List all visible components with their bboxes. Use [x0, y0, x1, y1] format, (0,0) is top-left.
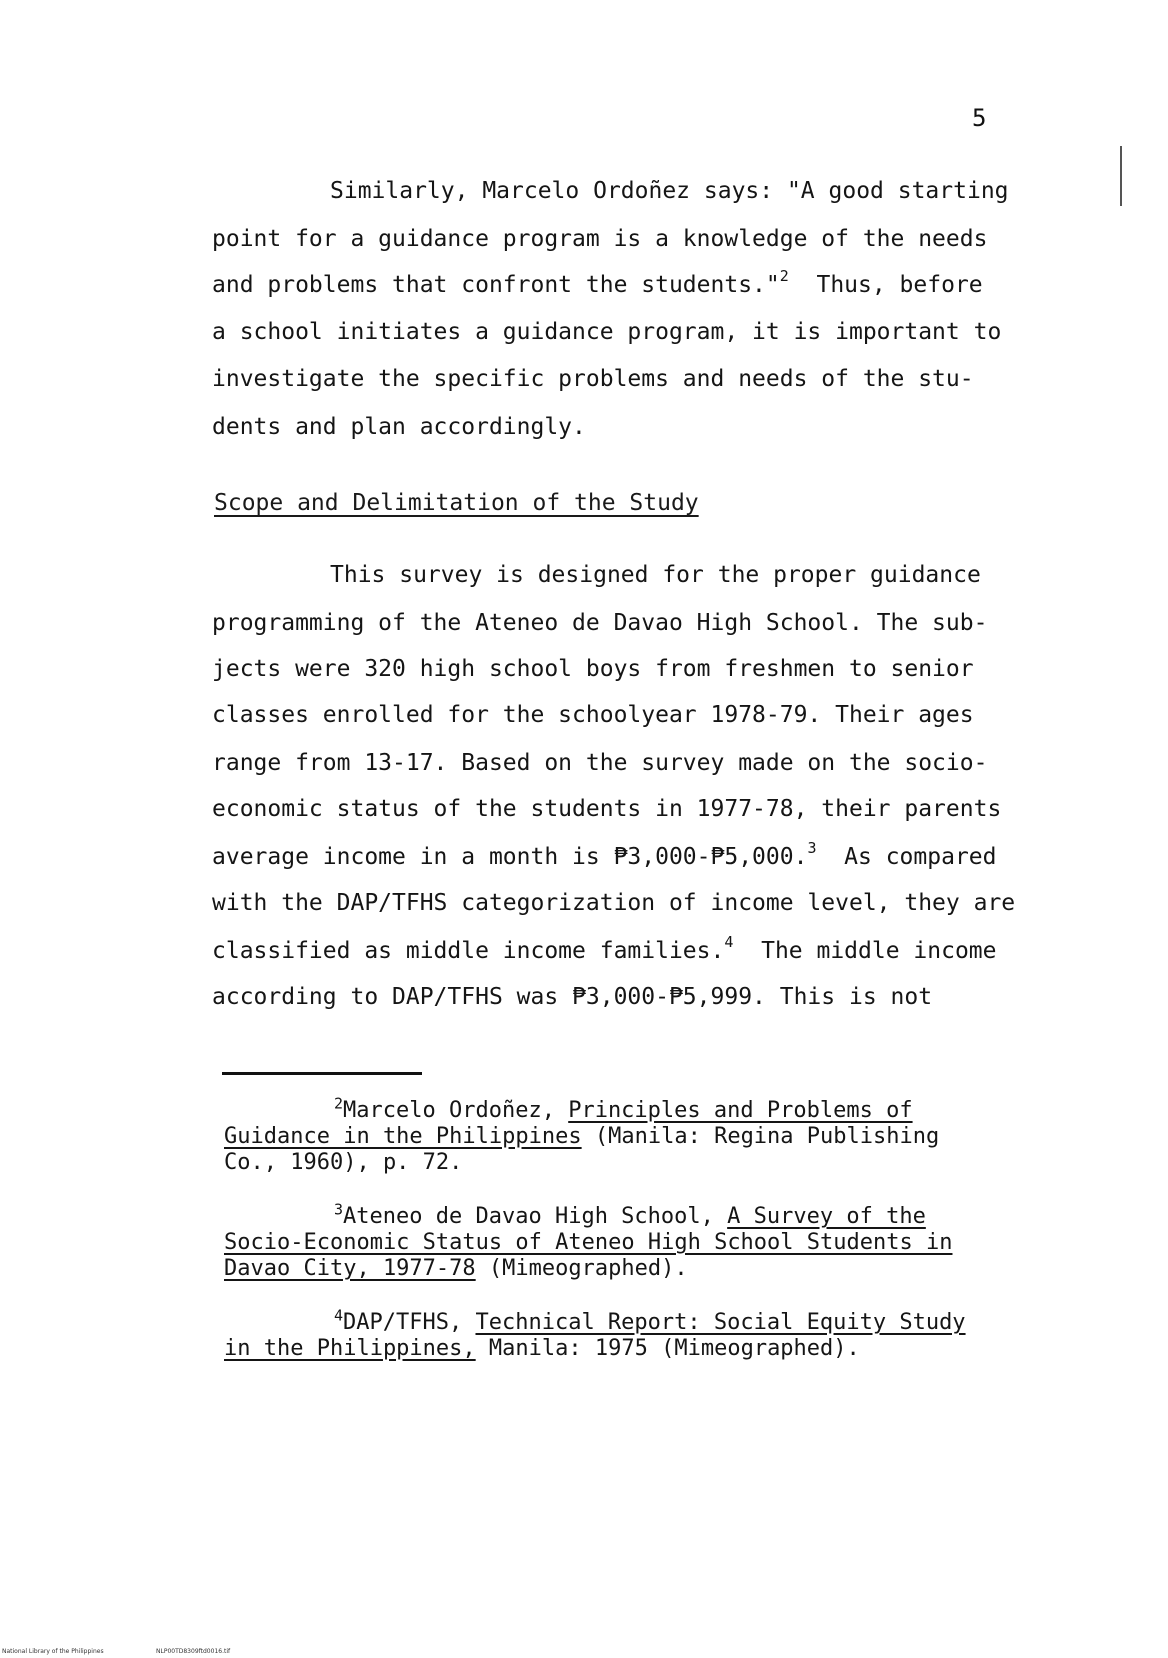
footnote-4-author: DAP/TFHS, [343, 1310, 476, 1335]
footnote-3-line-2 [224, 1230, 952, 1255]
paragraph-1-line-3-tail: Thus, before [816, 272, 983, 298]
paragraph-2-line-9-tail: The middle income [761, 938, 997, 964]
footnote-divider [222, 1072, 422, 1075]
paragraph-1-line-3-text: and problems that confront the students." [212, 272, 780, 298]
paragraph-2-line-2: programming of the Ateneo de Davao High School. The sub- [212, 610, 988, 636]
footnote-2-line-3: Co., 1960), p. 72. [224, 1150, 463, 1175]
footnote-4-line-2 [224, 1336, 860, 1361]
footnote-2-line-1 [334, 1094, 913, 1123]
footnote-3-author: Ateneo de Davao High School, [343, 1204, 728, 1229]
paragraph-1-line-3 [212, 267, 1032, 298]
paragraph-2-line-4: classes enrolled for the schoolyear 1978-79. Their ages [212, 702, 974, 728]
footnote-4-title-2: in the Philippines, [224, 1336, 476, 1361]
paragraph-2-line-9-text: classified as middle income families. [212, 938, 725, 964]
footnote-2-author: Marcelo Ordoñez, [343, 1098, 569, 1123]
footnote-2-publisher: (Manila: Regina Publishing [581, 1124, 940, 1149]
footnote-3-title-3: Davao City, 1977-78 [224, 1256, 476, 1281]
footnote-4-title-1: Technical Report: Social Equity Study [475, 1310, 966, 1335]
paragraph-1-line-4: a school initiates a guidance program, it is important to [212, 319, 1002, 345]
footnote-3-note: (Mimeographed). [475, 1256, 688, 1281]
page-number: 5 [972, 104, 987, 132]
footnote-2-mark: 2 [334, 1094, 344, 1113]
footnote-3-title-1: A Survey of the [727, 1204, 926, 1229]
paragraph-2-line-7-text: average income in a month is ₱3,000-₱5,000. [212, 844, 808, 870]
section-heading: Scope and Delimitation of the Study [214, 490, 699, 516]
paragraph-2-line-5: range from 13-17. Based on the survey made on the socio- [212, 750, 988, 776]
paragraph-1-line-2: point for a guidance program is a knowledge of the needs [212, 226, 988, 252]
paragraph-1-line-1: Similarly, Marcelo Ordoñez says: "A good starting [330, 178, 1009, 204]
footnote-3-mark: 3 [334, 1200, 344, 1219]
footnote-ref-4: 4 [724, 933, 734, 952]
footnote-3-line-3 [224, 1256, 688, 1281]
footnote-4-publisher: Manila: 1975 (Mimeographed). [475, 1336, 860, 1361]
footnote-3-line-1 [334, 1200, 926, 1229]
paragraph-2-line-3: jects were 320 high school boys from freshmen to senior [212, 656, 974, 682]
footnote-ref-2: 2 [779, 267, 789, 286]
scan-credit: National Library of the Philippines [2, 1648, 104, 1655]
paragraph-2-line-10: according to DAP/TFHS was ₱3,000-₱5,999. This is not [212, 984, 933, 1010]
paragraph-1-line-5: investigate the specific problems and needs of the stu- [212, 366, 974, 392]
paragraph-2-line-7-tail: As compared [844, 844, 997, 870]
paragraph-2-line-1: This survey is designed for the proper guidance [330, 562, 981, 588]
footnote-4-mark: 4 [334, 1306, 344, 1325]
paragraph-2-line-6: economic status of the students in 1977-78, their parents [212, 796, 1002, 822]
footnote-2-title-2: Guidance in the Philippines [224, 1124, 582, 1149]
paragraph-1-line-6: dents and plan accordingly. [212, 414, 586, 440]
paragraph-2-line-8: with the DAP/TFHS categorization of income level, they are [212, 890, 1016, 916]
footnote-3-title-2: Socio-Economic Status of Ateneo High School Students in [224, 1230, 953, 1255]
footnote-4-line-1 [334, 1306, 966, 1335]
paragraph-2-line-7 [212, 839, 1032, 870]
footnote-2-line-2 [224, 1124, 939, 1149]
scan-filename: NLP00TD8309ftd0016.tif [156, 1648, 231, 1655]
footnote-ref-3: 3 [807, 839, 817, 858]
footnote-2-title-1: Principles and Problems of [568, 1098, 913, 1123]
paragraph-2-line-9 [212, 933, 1032, 964]
